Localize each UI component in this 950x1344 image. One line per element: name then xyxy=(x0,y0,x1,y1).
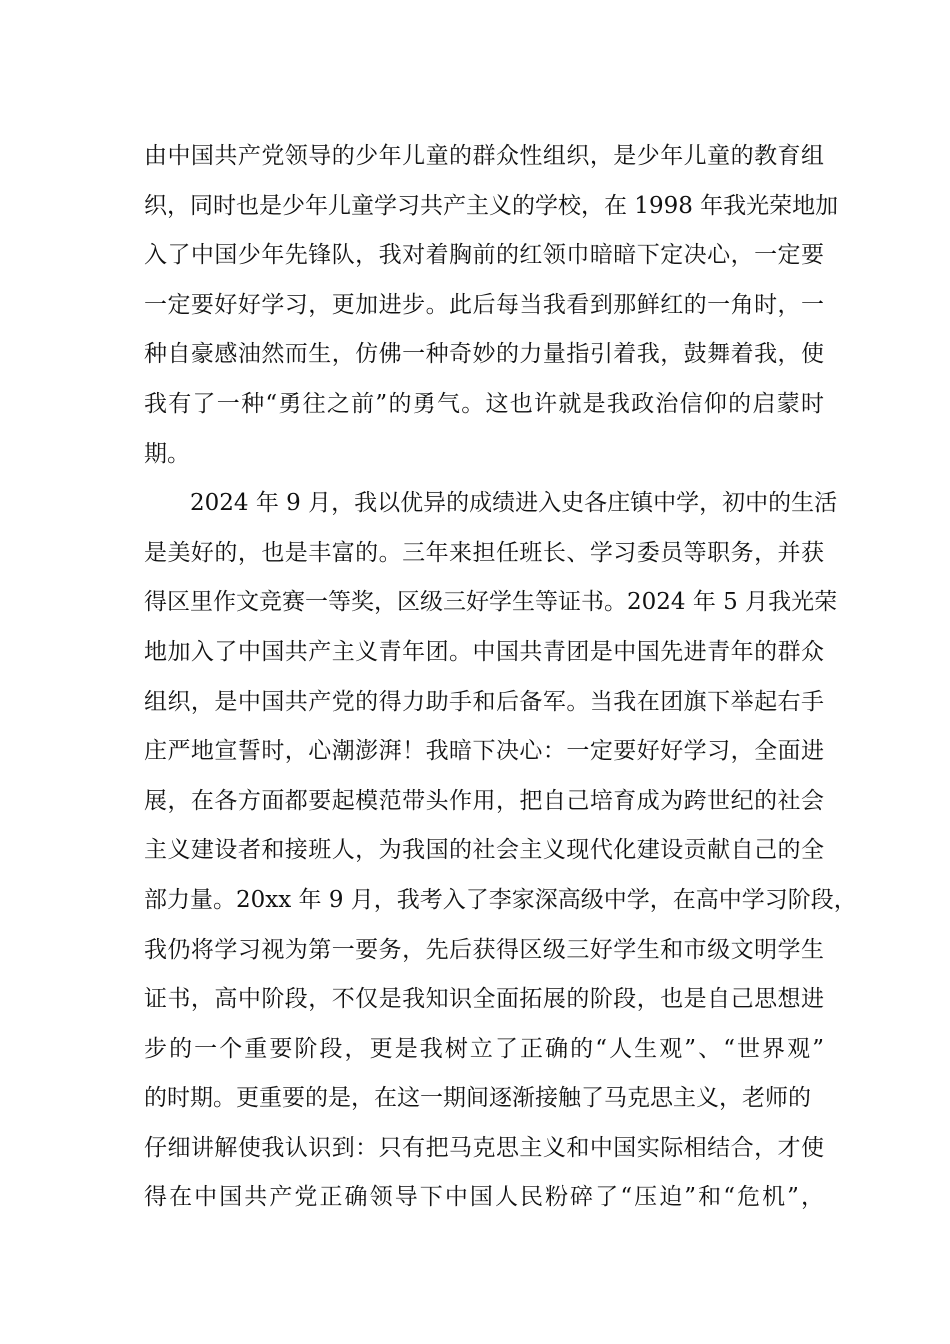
text-line: 得区里作文竞赛一等奖，区级三好学生等证书。2024 年 5 月我光荣 xyxy=(144,589,838,616)
text-line: 地加入了中国共产主义青年团。中国共青团是中国先进青年的群众 xyxy=(144,638,824,665)
paragraph-2 xyxy=(144,479,857,1273)
text-line: 由中国共产党领导的少年儿童的群众性组织，是少年儿童的教育组 xyxy=(144,143,824,169)
text-line: 庄严地宣誓时，心潮澎湃！我暗下决心：一定要好好学习，全面进 xyxy=(144,738,824,765)
text-line: 种自豪感油然而生，仿佛一种奇妙的力量指引着我，鼓舞着我，使 xyxy=(144,341,824,368)
text-line: 入了中国少年先锋队，我对着胸前的红领巾暗暗下定决心，一定要 xyxy=(144,242,824,269)
text-line: 2024 年 9 月，我以优异的成绩进入史各庄镇中学，初中的生活 xyxy=(190,490,838,517)
text-line: 步的一个重要阶段，更是我树立了正确的“人生观”、“世界观” xyxy=(144,1035,824,1062)
paragraph-1 xyxy=(144,132,839,479)
text-line: 我仍将学习视为第一要务，先后获得区级三好学生和市级文明学生 xyxy=(144,936,824,963)
text-line xyxy=(144,1223,824,1273)
text-line: 织，同时也是少年儿童学习共产主义的学校，在 1998 年我光荣地加 xyxy=(144,192,839,219)
document-body xyxy=(144,132,857,1273)
text-line: 仔细讲解使我认识到：只有把马克思主义和中国实际相结合，才使 xyxy=(144,1134,824,1161)
text-line: 的时期。更重要的是，在这一期间逐渐接触了马克思主义，老师的 xyxy=(144,1085,811,1112)
text-line: 期。 xyxy=(144,440,190,467)
text-line: 一定要好好学习，更加进步。此后每当我看到那鲜红的一角时，一 xyxy=(144,291,824,318)
text-line: 证书，高中阶段，不仅是我知识全面拓展的阶段，也是自己思想进 xyxy=(144,986,824,1013)
text-line: 我有了一种“勇往之前”的勇气。这也许就是我政治信仰的启蒙时 xyxy=(144,390,824,417)
text-line: 部力量。20xx 年 9 月，我考入了李家深高级中学，在高中学习阶段， xyxy=(144,886,857,913)
text-line: 得在中国共产党正确领导下中国人民粉碎了“压迫”和“危机”， xyxy=(144,1184,824,1211)
text-line: 是美好的，也是丰富的。三年来担任班长、学习委员等职务，并获 xyxy=(144,539,824,566)
text-line: 主义建设者和接班人，为我国的社会主义现代化建设贡献自己的全 xyxy=(144,837,824,864)
text-line: 展，在各方面都要起模范带头作用，把自己培育成为跨世纪的社会 xyxy=(144,787,824,814)
text-line: 组织，是中国共产党的得力助手和后备军。当我在团旗下举起右手 xyxy=(144,688,824,715)
